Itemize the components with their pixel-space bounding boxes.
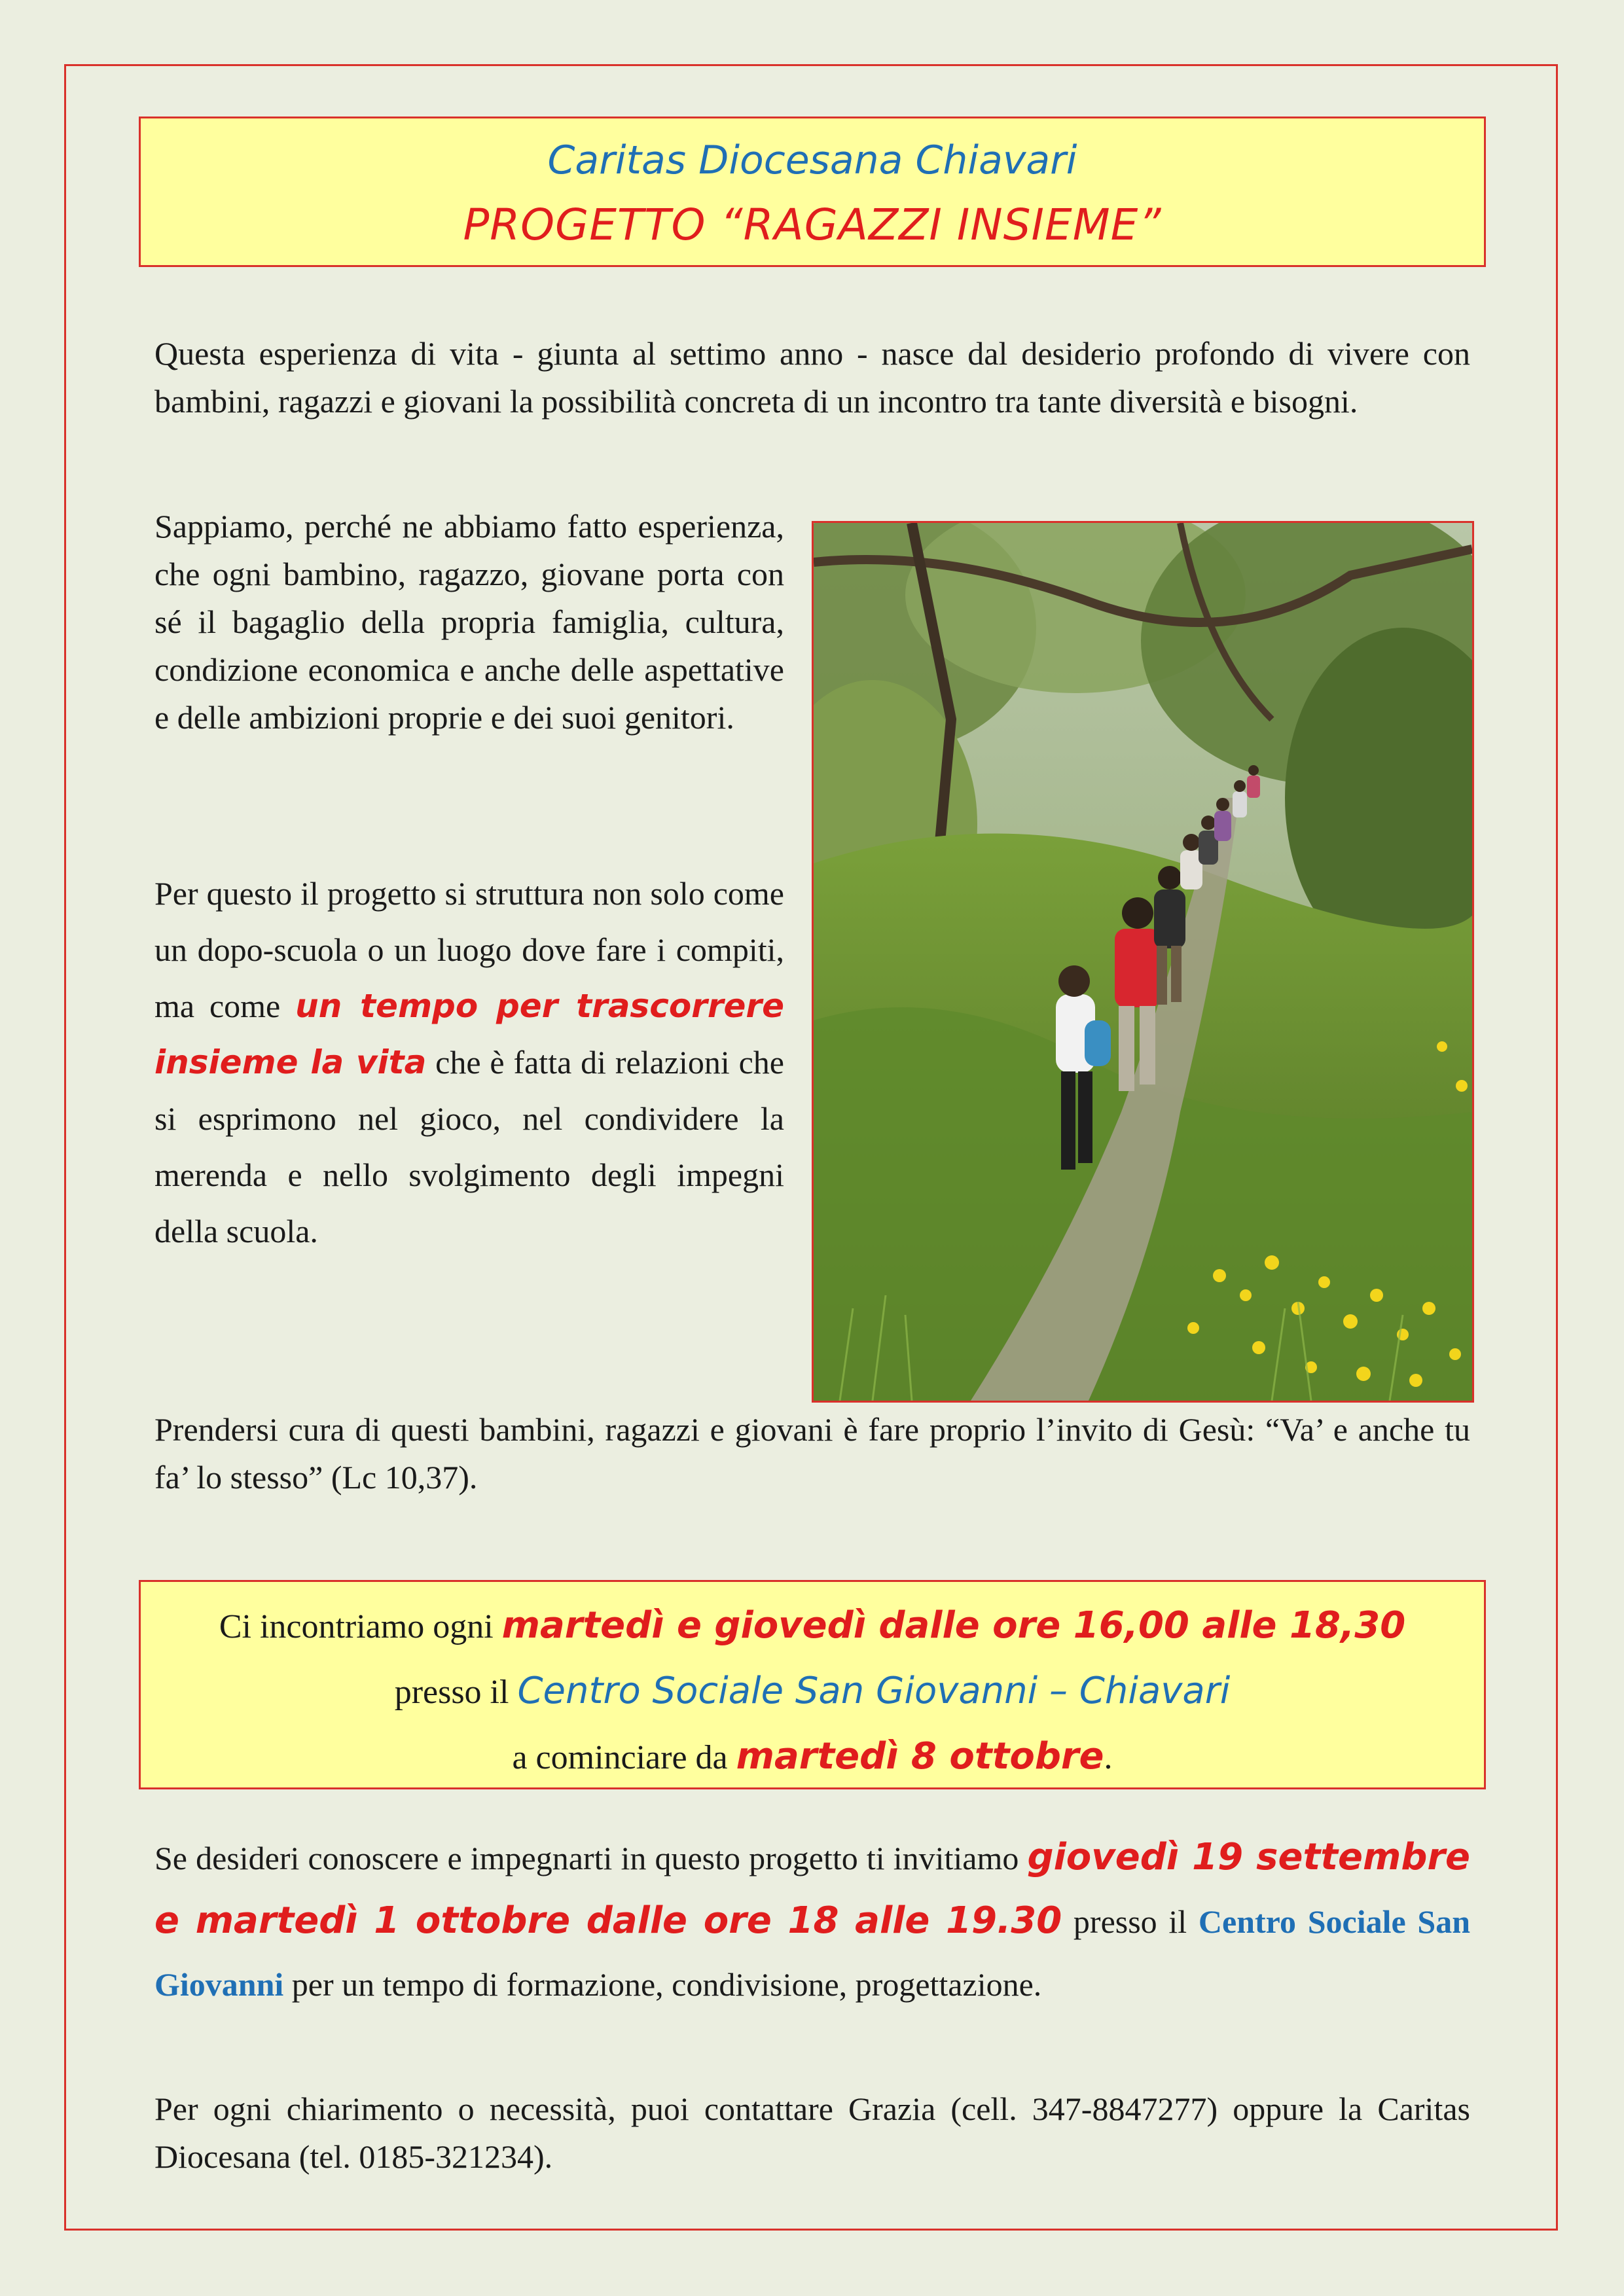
structure-text-start: Per questo il progetto si struttura non solo come un dopo-scuola o un luogo dove fare i compiti, ma come <box>154 875 784 1024</box>
schedule-place-prefix: presso il <box>394 1674 518 1711</box>
invitation-place: Centro Sociale San Giovanni <box>154 1903 1471 2003</box>
schedule-start-date: martedì 8 ottobre <box>736 1735 1104 1778</box>
hiking-photo-illustration <box>814 523 1472 1401</box>
structure-paragraph <box>154 865 784 1259</box>
schedule-start-suffix: . <box>1104 1739 1113 1776</box>
hiking-photo <box>812 521 1474 1403</box>
care-paragraph: Prendersi cura di questi bambini, ragazzi e giovani è fare proprio l’invito di Gesù: “Va’ e anche tu fa’ lo stesso” (Lc 10,37). <box>154 1411 1470 1496</box>
schedule-days-line <box>141 1596 1484 1657</box>
schedule-days: martedì e giovedì dalle ore 16,00 alle 18,30 <box>501 1604 1406 1647</box>
schedule-place: Centro Sociale San Giovanni – Chiavari <box>517 1670 1231 1712</box>
schedule-place-line <box>141 1662 1484 1722</box>
schedule-start-line <box>141 1727 1484 1787</box>
schedule-box <box>139 1580 1486 1789</box>
structure-highlight: un tempo per trascorrere insieme la vita <box>154 987 784 1081</box>
org-name: Caritas Diocesana Chiavari <box>547 137 1077 183</box>
header-box <box>139 117 1486 267</box>
structure-text-end: che è fatta di relazioni che si esprimono nel gioco, nel condividere la merenda e nello svolgimento degli impegni della scuola. <box>154 1044 784 1249</box>
schedule-days-prefix: Ci incontriamo ogni <box>219 1608 502 1645</box>
invitation-text-start: Se desideri conoscere e impegnarti in questo progetto ti invitiamo <box>154 1840 1028 1876</box>
experience-paragraph: Sappiamo, perché ne abbiamo fatto esperienza, che ogni bambino, ragazzo, giovane porta con sé il bagaglio della propria famiglia, cultura, condizione economica e anche delle aspettative e delle ambizioni proprie e dei suoi genitori. <box>154 508 784 736</box>
schedule-start-prefix: a cominciare da <box>512 1739 736 1776</box>
intro-paragraph: Questa esperienza di vita - giunta al settimo anno - nasce dal desiderio profondo di vivere con bambini, ragazzi e giovani la possibilità concreta di un incontro tra tante diversità e bisogni. <box>154 335 1470 420</box>
project-title: PROGETTO “RAGAZZI INSIEME” <box>463 200 1162 250</box>
invitation-text-middle: presso il <box>1062 1903 1199 1940</box>
invitation-dates: giovedì 19 settembre e martedì 1 ottobre dalle ore 18 alle 19.30 <box>154 1836 1470 1942</box>
invitation-paragraph <box>154 1826 1470 2016</box>
invitation-text-end: per un tempo di formazione, condivisione, progettazione. <box>283 1966 1042 2003</box>
contact-paragraph: Per ogni chiarimento o necessità, puoi contattare Grazia (cell. 347-8847277) oppure la Caritas Diocesana (tel. 0185-321234). <box>154 2090 1470 2175</box>
